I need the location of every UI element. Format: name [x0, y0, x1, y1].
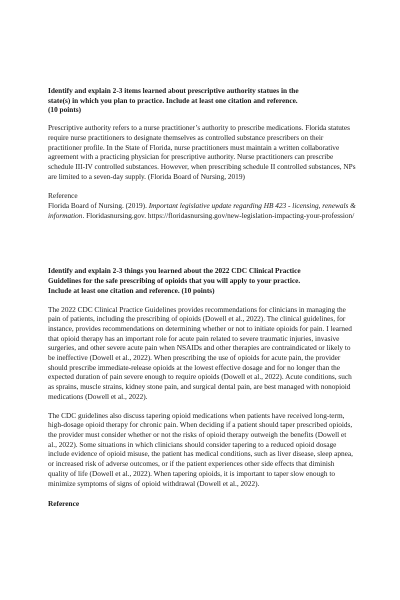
reference-1-title: Important legislative update regarding HB 423 - licensing, renewals & information	[48, 201, 356, 220]
question-1-line-1: Identify and explain 2-3 items learned about prescriptive authority statues in the	[48, 86, 299, 95]
reference-1-source: . Floridasnursing.gov. https://floridasnursing.gov/new-legislation-impacting-your-profession/	[82, 210, 355, 220]
question-2	[48, 266, 356, 295]
reference-1-entry	[48, 201, 356, 220]
question-2-line-3: Include at least one citation and reference. (10 points)	[48, 285, 215, 295]
question-2-line-1: Identify and explain 2-3 things you learned about the 2022 CDC Clinical Practice	[48, 266, 301, 276]
document-content	[48, 86, 356, 509]
question-1-line-2: state(s) in which you plan to practice. Include at least one citation and reference.	[48, 95, 298, 105]
question-2-line-2: Guidelines for the safe prescribing of opioids that you will apply to your practice.	[48, 276, 301, 286]
reference-2-label: Reference	[48, 499, 80, 509]
reference-1-author: Florida Board of Nursing. (2019).	[48, 201, 149, 211]
reference-1-label: Reference	[48, 191, 78, 201]
question-1	[48, 86, 356, 115]
answer-2-paragraph-2: The CDC guidelines also discuss tapering opioid medications when patients have received long-term, high-dosage opioid therapy for chronic pain. When deciding if a patient should taper prescribed opioids, the provider must consider whether or not the risks of opioid therapy outweigh the benefits (Dowell et al., 2022). Some situations in which clinicians should consider tapering to a reduced opioid dosage include evidence of opioid misuse, the patient has medical conditions, such as liver disease, sleep apnea, or increased risk of adverse outcomes, or if the patient experiences other side effects that diminish quality of life (Dowell et al., 2022). When tapering opioids, it is important to taper slow enough to minimize symptoms of signs of opioid withdrawal (Dowell et al., 2022).	[48, 410, 353, 488]
answer-2-paragraph-1: The 2022 CDC Clinical Practice Guidelines provides recommendations for clinicians in managing the pain of patients, including the prescribing of opioids (Dowell et al., 2022). The clinical guidelines, for instance, provides recommendations on determining whether or not to initiate opioids for pain. I learned that opioid therapy has an important role for acute pain related to severe traumatic injuries, invasive surgeries, and other severe acute pain when NSAIDs and other therapies are contraindicated or likely to be ineffective (Dowell et al., 2022). When prescribing the use of opioids for acute pain, the provider should prescribe immediate-release opioids at the lowest effective dosage and for no longer than the expected duration of pain severe enough to require opioids (Dowell et al., 2022). Acute conditions, such as sprains, muscle strains, kidney stone pain, and surgical dental pain, are best managed with nonopioid medications (Dowell et al., 2022).	[48, 304, 352, 401]
question-1-line-3: (10 points)	[48, 105, 82, 115]
answer-1-paragraph: Prescriptive authority refers to a nurse practitioner’s authority to prescribe medications. Florida statutes require nurse practitioners to designate themselves as controlled substance prescribers on their practitioner profile. In the State of Florida, nurse practitioners must maintain a written collaborative agreement with a practicing physician for prescriptive authority. Nurse practitioners can prescribe schedule III-IV controlled substances. However, when prescribing schedule II controlled substances, NPs are limited to a seven-day supply. (Florida Board of Nursing, 2019)	[48, 123, 356, 181]
